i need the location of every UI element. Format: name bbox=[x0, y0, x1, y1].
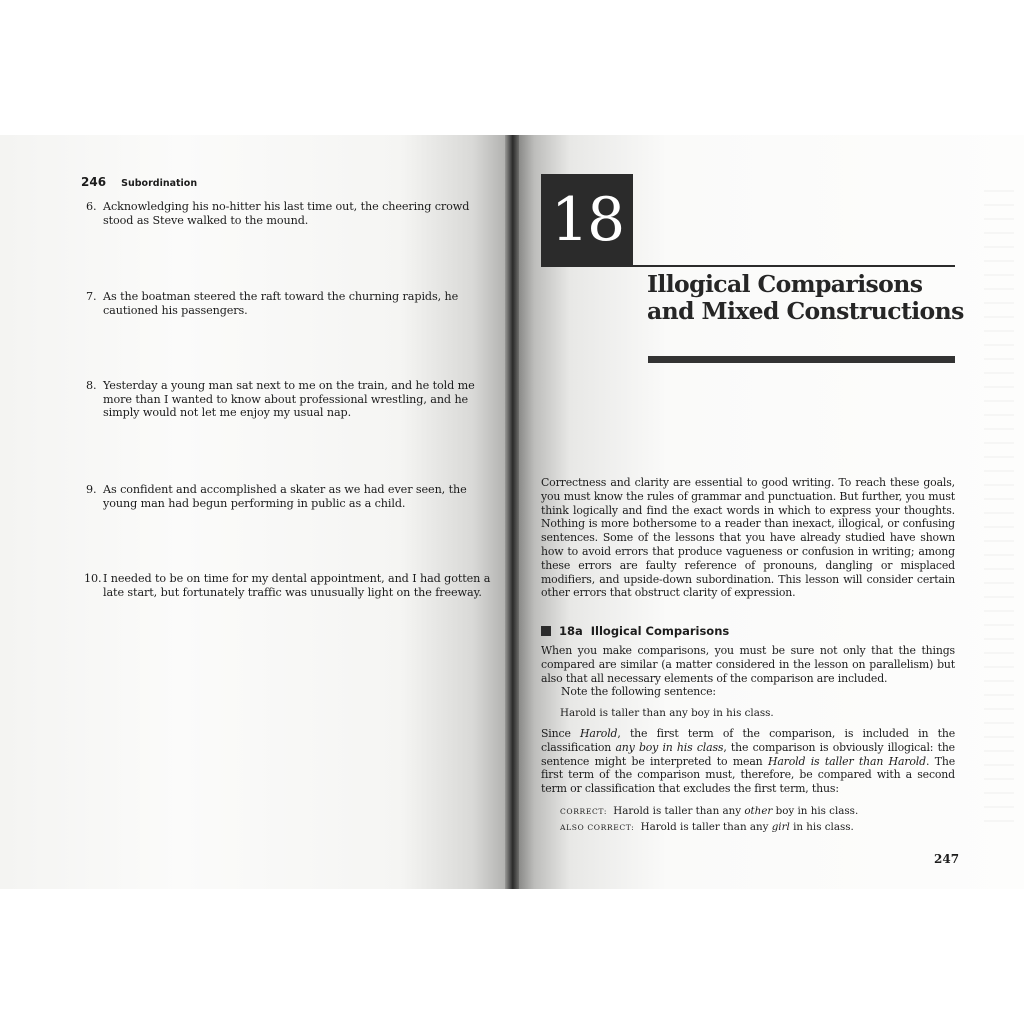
title-bar bbox=[648, 356, 955, 363]
example-text: in his class. bbox=[789, 821, 854, 833]
correct-example bbox=[560, 805, 858, 818]
show-through-shadow bbox=[984, 190, 1014, 830]
section-code: 18a bbox=[559, 624, 583, 638]
exercise-text: Acknowledging his no-hitter his last time out, the cheering crowd stood as Steve walked to the mound. bbox=[103, 200, 470, 227]
left-page bbox=[0, 135, 514, 889]
example-italic: girl bbox=[771, 821, 790, 833]
analysis-italic: any boy in his class bbox=[615, 740, 724, 754]
exercise-number: 7. bbox=[86, 290, 97, 303]
book-gutter bbox=[505, 135, 519, 889]
exercise-number: 6. bbox=[86, 200, 97, 213]
section-title: Illogical Comparisons bbox=[590, 624, 730, 638]
open-book bbox=[0, 135, 1024, 889]
exercise-text: Yesterday a young man sat next to me on the train, and he told me more than I wanted to know about professional wrestling, and he simply would not let me enjoy my usual nap. bbox=[103, 379, 475, 420]
section-heading bbox=[541, 624, 729, 638]
section-square-icon bbox=[541, 626, 551, 636]
analysis-paragraph bbox=[541, 727, 955, 796]
example-text: boy in his class. bbox=[772, 805, 859, 817]
running-head bbox=[81, 171, 197, 190]
exercise-text: As confident and accomplished a skater as we had ever seen, the young man had begun performing in public as a child. bbox=[103, 483, 467, 510]
exercise-number: 9. bbox=[86, 483, 97, 496]
chapter-title bbox=[647, 271, 967, 325]
exercise-item bbox=[86, 483, 498, 510]
exercise-item bbox=[84, 572, 496, 599]
analysis-italic: Harold bbox=[580, 727, 618, 740]
analysis-text: . The first term of the comparison must, therefore, be compared with a second term or classification that excludes the first term, thus: bbox=[541, 754, 955, 796]
correct-label: CORRECT: bbox=[560, 807, 607, 816]
also-correct-label: ALSO CORRECT: bbox=[560, 823, 635, 832]
exercise-item bbox=[86, 200, 498, 227]
analysis-text: , the first term of the comparison, is included in the classification bbox=[541, 727, 955, 754]
intro-paragraph: Correctness and clarity are essential to good writing. To reach these goals, you must know the rules of grammar and punctuation. But further, you must think logically and find the exact words in which to express your thoughts. Nothing is more bothersome to a reader than inexact, illogical, or confusing sentences. Some of the lessons that you have already studied have shown how to avoid errors that produce vagueness or confusion in writing; among these errors are faulty reference of pronouns, dangling or misplaced modifiers, and upside-down subordination. This lesson will consider certain other errors that obstruct clarity of expression. bbox=[541, 476, 955, 600]
exercise-text: I needed to be on time for my dental appointment, and I had gotten a late start, but fortunately traffic was unusually light on the freeway. bbox=[103, 572, 491, 599]
analysis-italic: Harold is taller than Harold bbox=[767, 754, 926, 768]
right-page-number: 247 bbox=[934, 852, 960, 866]
exercise-number: 8. bbox=[86, 379, 97, 392]
section-paragraph bbox=[541, 644, 955, 699]
chapter-rule bbox=[541, 265, 955, 267]
also-correct-example bbox=[560, 821, 854, 834]
example-text: Harold is taller than any bbox=[613, 805, 745, 817]
chapter-title-line: Illogical Comparisons bbox=[647, 270, 923, 298]
exercise-text: As the boatman steered the raft toward the churning rapids, he cautioned his passengers. bbox=[103, 290, 459, 317]
example-italic: other bbox=[744, 805, 773, 817]
example-sentence: Harold is taller than any boy in his class. bbox=[560, 707, 774, 719]
analysis-text: Since bbox=[541, 727, 581, 740]
right-page bbox=[514, 135, 1024, 889]
exercise-item bbox=[86, 379, 498, 420]
section-text: When you make comparisons, you must be sure not only that the things compared are similar (a matter considered in the lesson on parallelism) but also that all necessary elements of the comparison are included. bbox=[541, 644, 955, 685]
chapter-title-line: and Mixed Constructions bbox=[647, 297, 964, 325]
exercise-item bbox=[86, 290, 498, 317]
exercise-number: 10. bbox=[84, 572, 102, 585]
section-text: Note the following sentence: bbox=[561, 685, 716, 699]
chapter-number-box: 18 bbox=[541, 174, 633, 267]
example-text: Harold is taller than any bbox=[640, 821, 772, 833]
running-title: Subordination bbox=[121, 178, 198, 189]
analysis-text: , the comparison is obviously illogical: the sentence might be interpreted to mean bbox=[541, 740, 955, 768]
left-page-number: 246 bbox=[81, 175, 107, 189]
